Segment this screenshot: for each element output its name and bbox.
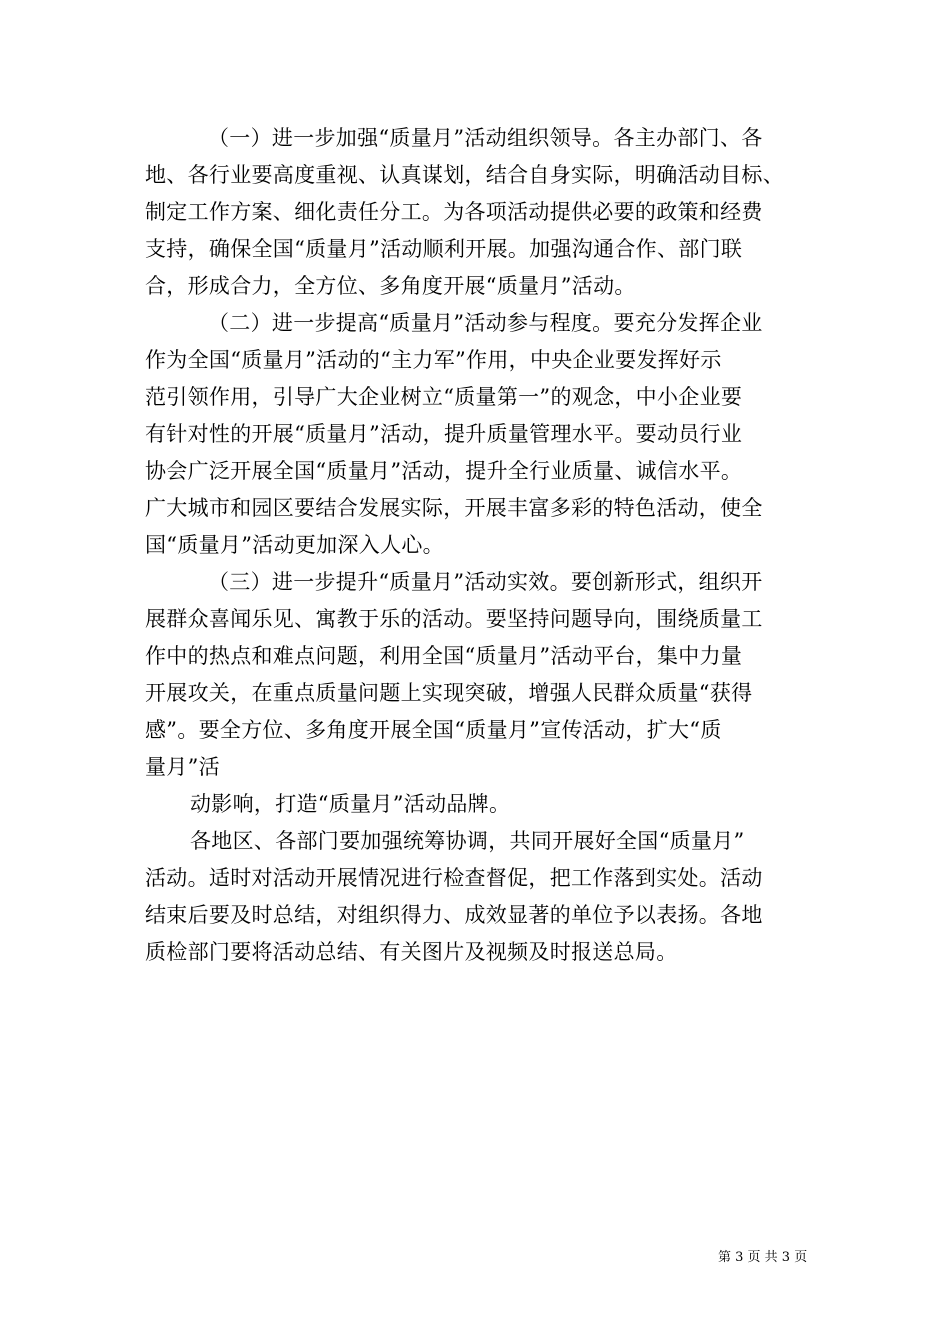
paragraph-2-line-5: 协会广泛开展全国“质量月”活动，提升全行业质量、诚信水平。	[145, 459, 743, 483]
paragraph-2-line-2: 作为全国“质量月”活动的“主力军”作用，中央企业要发挥好示	[145, 348, 722, 372]
paragraph-2-line-3: 范引领作用，引导广大企业树立“质量第一”的观念，中小企业要	[145, 385, 743, 409]
paragraph-3-line-5: 感”。要全方位、多角度开展全国“质量月”宣传活动，扩大“质	[145, 718, 722, 742]
paragraph-3-line-1: （三）进一步提升“质量月”活动实效。要创新形式，组织开	[208, 570, 763, 594]
paragraph-4-line-1: 动影响，打造“质量月”活动品牌。	[190, 792, 511, 816]
paragraph-5-line-2: 活动。适时对活动开展情况进行检查督促，把工作落到实处。活动	[145, 866, 763, 890]
paragraph-3-line-2: 展群众喜闻乐见、寓教于乐的活动。要坚持问题导向，围绕质量工	[145, 607, 763, 631]
paragraph-3-line-6: 量月”活	[145, 755, 220, 779]
paragraph-2-line-1: （二）进一步提高“质量月”活动参与程度。要充分发挥企业	[208, 311, 763, 335]
paragraph-2-line-4: 有针对性的开展“质量月”活动，提升质量管理水平。要动员行业	[145, 422, 743, 446]
paragraph-5-line-4: 质检部门要将活动总结、有关图片及视频及时报送总局。	[145, 940, 678, 964]
page-number: 第 3 页 共 3 页	[718, 1250, 808, 1265]
paragraph-1-line-3: 制定工作方案、细化责任分工。为各项活动提供必要的政策和经费	[145, 200, 763, 224]
paragraph-2-line-6: 广大城市和园区要结合发展实际，开展丰富多彩的特色活动，使全	[145, 496, 763, 520]
paragraph-5-line-1: 各地区、各部门要加强统筹协调，共同开展好全国“质量月”	[190, 829, 745, 853]
paragraph-1-line-1: （一）进一步加强“质量月”活动组织领导。各主办部门、各	[208, 126, 763, 150]
paragraph-1-line-4: 支持，确保全国“质量月”活动顺利开展。加强沟通合作、部门联	[145, 237, 743, 261]
paragraph-1-line-5: 合，形成合力，全方位、多角度开展“质量月”活动。	[145, 274, 636, 298]
paragraph-5-line-3: 结束后要及时总结，对组织得力、成效显著的单位予以表扬。各地	[145, 903, 763, 927]
paragraph-3-line-3: 作中的热点和难点问题，利用全国“质量月”活动平台，集中力量	[145, 644, 743, 668]
paragraph-1-line-2: 地、各行业要高度重视、认真谋划，结合自身实际，明确活动目标、	[145, 163, 784, 187]
paragraph-3-line-4: 开展攻关，在重点质量问题上实现突破，增强人民群众质量“获得	[145, 681, 753, 705]
paragraph-2-line-7: 国“质量月”活动更加深入人心。	[145, 533, 444, 557]
